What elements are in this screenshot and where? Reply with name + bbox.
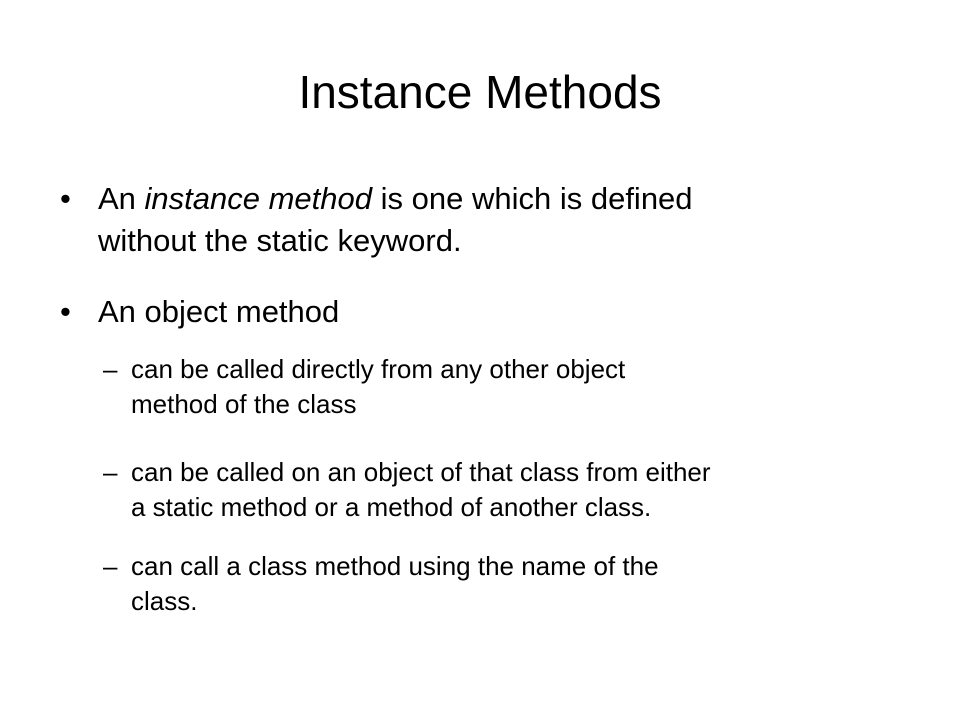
bullet-dot: • (60, 294, 71, 329)
sub-bullet-dash: – (103, 551, 118, 581)
sub-bullet-dash: – (103, 354, 118, 384)
sub-bullet-called-on-object (103, 455, 903, 525)
bullet-text-post: is one which is defined (372, 181, 693, 216)
sub-bullet-called-directly (103, 352, 903, 422)
sub-bullet-line2: a static method or a method of another class. (131, 492, 652, 522)
bullet-object-method (60, 291, 860, 333)
sub-bullet-text (131, 455, 711, 525)
bullet-text-italic: instance method (144, 181, 373, 216)
sub-bullet-line2: class. (131, 586, 198, 616)
bullet-text-pre: An (98, 181, 145, 216)
sub-bullet-line1: can be called directly from any other object (131, 354, 626, 384)
sub-bullet-dash: – (103, 457, 118, 487)
bullet-text: An object method (98, 294, 340, 329)
bullet-instance-method (60, 178, 860, 262)
bullet-text (98, 178, 693, 262)
bullet-dot: • (60, 181, 71, 216)
sub-bullet-text (131, 352, 625, 422)
sub-bullet-call-class-method (103, 549, 903, 619)
bullet-text-line2: without the static keyword. (98, 223, 462, 258)
sub-bullet-line2: method of the class (131, 389, 357, 419)
sub-bullet-text (131, 549, 659, 619)
slide-title: Instance Methods (298, 66, 662, 118)
sub-bullet-line1: can be called on an object of that class from either (131, 457, 711, 487)
sub-bullet-line1: can call a class method using the name of the (131, 551, 659, 581)
